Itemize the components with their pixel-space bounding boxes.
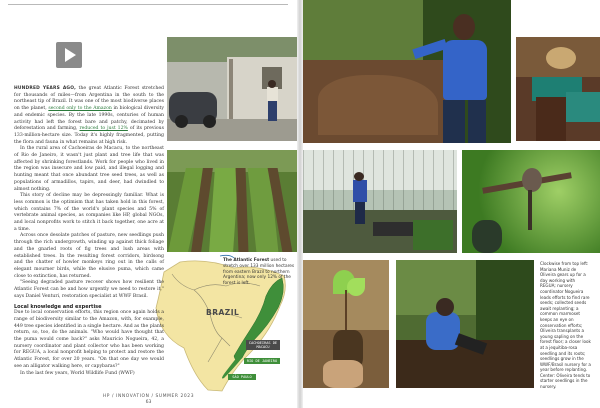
paragraph-2: In the rural area of Cachoeiras de Macacu, to the northeast of Rio de Janeiro, it wasn't just plant and tree life that was affected by shrinking forestlands. Work for people who lived in the region was insecure and low paid, and illegal logging and hunting meant that once abundant tree seed trees, as well as populations of armadillos, tapirs, and deer, had dwindled to almost nothing.	[14, 146, 164, 192]
paragraph-3: This story of decline may be depressingly familiar. What is less common is the optimism that has taken hold in this forest, which contains 7% of the world's plant species and 5% of vertebrate animal species, as companies like HP, global NGOs, and local nonprofits work to stitch it back together, one acre at a time.	[14, 193, 164, 232]
page-number: 63	[145, 400, 152, 405]
photo-seedling-rows	[167, 150, 297, 252]
photo-marmoset	[462, 150, 600, 253]
photo-caption: Clockwise from top left: Mariana Muniz de Oliveira gears up for a day working with REGUA; nursery coordinator Nogueira leads efforts to find rare seeds; collected seeds await replanting; a common marmoset keeps an eye on conservation efforts; Oliveira transplants a young sapling on the forest floor; a closer look at a jequitiba-rosa seedling and its roots; seedlings grow in the WWF/Brasil nursery for a year before replanting. Center: Oliveira tends to starter seedlings in the nursery.	[540, 261, 591, 390]
photo-nursery-coordinator	[303, 0, 511, 143]
link-second-only[interactable]: second only to the Amazon	[48, 106, 112, 112]
map-caption-bold: The Atlantic Forest	[223, 258, 270, 263]
lead-in: HUNDRED YEARS AGO,	[14, 86, 76, 91]
top-rule	[8, 4, 288, 5]
photo-greenhouse-nursery	[303, 150, 457, 253]
map-city-rio: RIO DE JANEIRO	[244, 358, 280, 364]
map-city-sao-paulo: SÃO PAULO	[228, 374, 256, 380]
map-country-label: BRAZIL	[206, 308, 240, 317]
play-icon[interactable]	[56, 42, 82, 68]
paragraph-6: Due to local conservation efforts, this region once again holds a range of biodiversity similar to the Amazon, with, for example, 449 tree species identified in a single hectare. And as the plants return, so, too, do the animals. "Who would have thought that the puma would come back?" asks Mauricio Nogueira, 42, a nursery coordinator and plant collector who has been working for REGUA, a local nonprofit helping to protect and restore the Atlantic Forest, for over 20 years. "On that one day we would see an alligator walking here, or capybaras?"	[14, 310, 165, 369]
photo-sapling-roots	[303, 260, 389, 388]
paragraph-5: "Seeing degraded pasture recover shows how resilient the Atlantic Forest can be and how urgently we need to restore it," says Daniel Venturi, restoration specialist at WWF Brasil.	[14, 280, 164, 299]
paragraph-1: HUNDRED YEARS AGO, the great Atlantic Forest stretched for thousands of miles—from Argentina in the south to the northeast tip of Brazil. It was one of the most biodiverse places on the planet, second only to the Amazon in biological diversity and endemic species. By the late 1990s, centuries of human activity had left the forest bare and patchy, decimated by deforestation and farming, reduced to just 12% of its previous 133-million-hectare size. Today it's highly fragmented, putting the flora and fauna in what remains at high risk.	[14, 86, 164, 145]
photo-transplanting-sapling	[396, 260, 534, 388]
map-city-cachoeiras: CACHOEIRAS DE MACACU	[246, 340, 280, 350]
photo-researcher-house	[167, 37, 297, 141]
paragraph-7: In the last few years, World Wildlife Fund (WWF)	[20, 370, 135, 376]
paragraph-4: Across once desolate patches of pasture, new seedlings push through the rich undergrowth, winding up against thick foliage and the gnarled roots of fig trees and lush areas with established trees. In the resulting forest corridors, birdsong and the chatter of howler monkeys ring out in the calls of elegant mourner birds, while the elusive puma, which came close to extinction, has returned.	[14, 233, 164, 279]
footer-folio: HP / INNOVATION / SUMMER 2023	[102, 394, 195, 399]
map-caption	[223, 258, 295, 287]
article-body	[14, 86, 164, 377]
photo-collected-seeds	[516, 37, 600, 141]
link-reduced[interactable]: reduced to just 12%	[79, 126, 128, 132]
map-caption-text: used to stretch over 133 million hectares from eastern Brazil to northern Argentina; now only 12% of the forest is left.	[223, 258, 295, 287]
subhead: Local knowledge and expertise	[14, 303, 102, 310]
